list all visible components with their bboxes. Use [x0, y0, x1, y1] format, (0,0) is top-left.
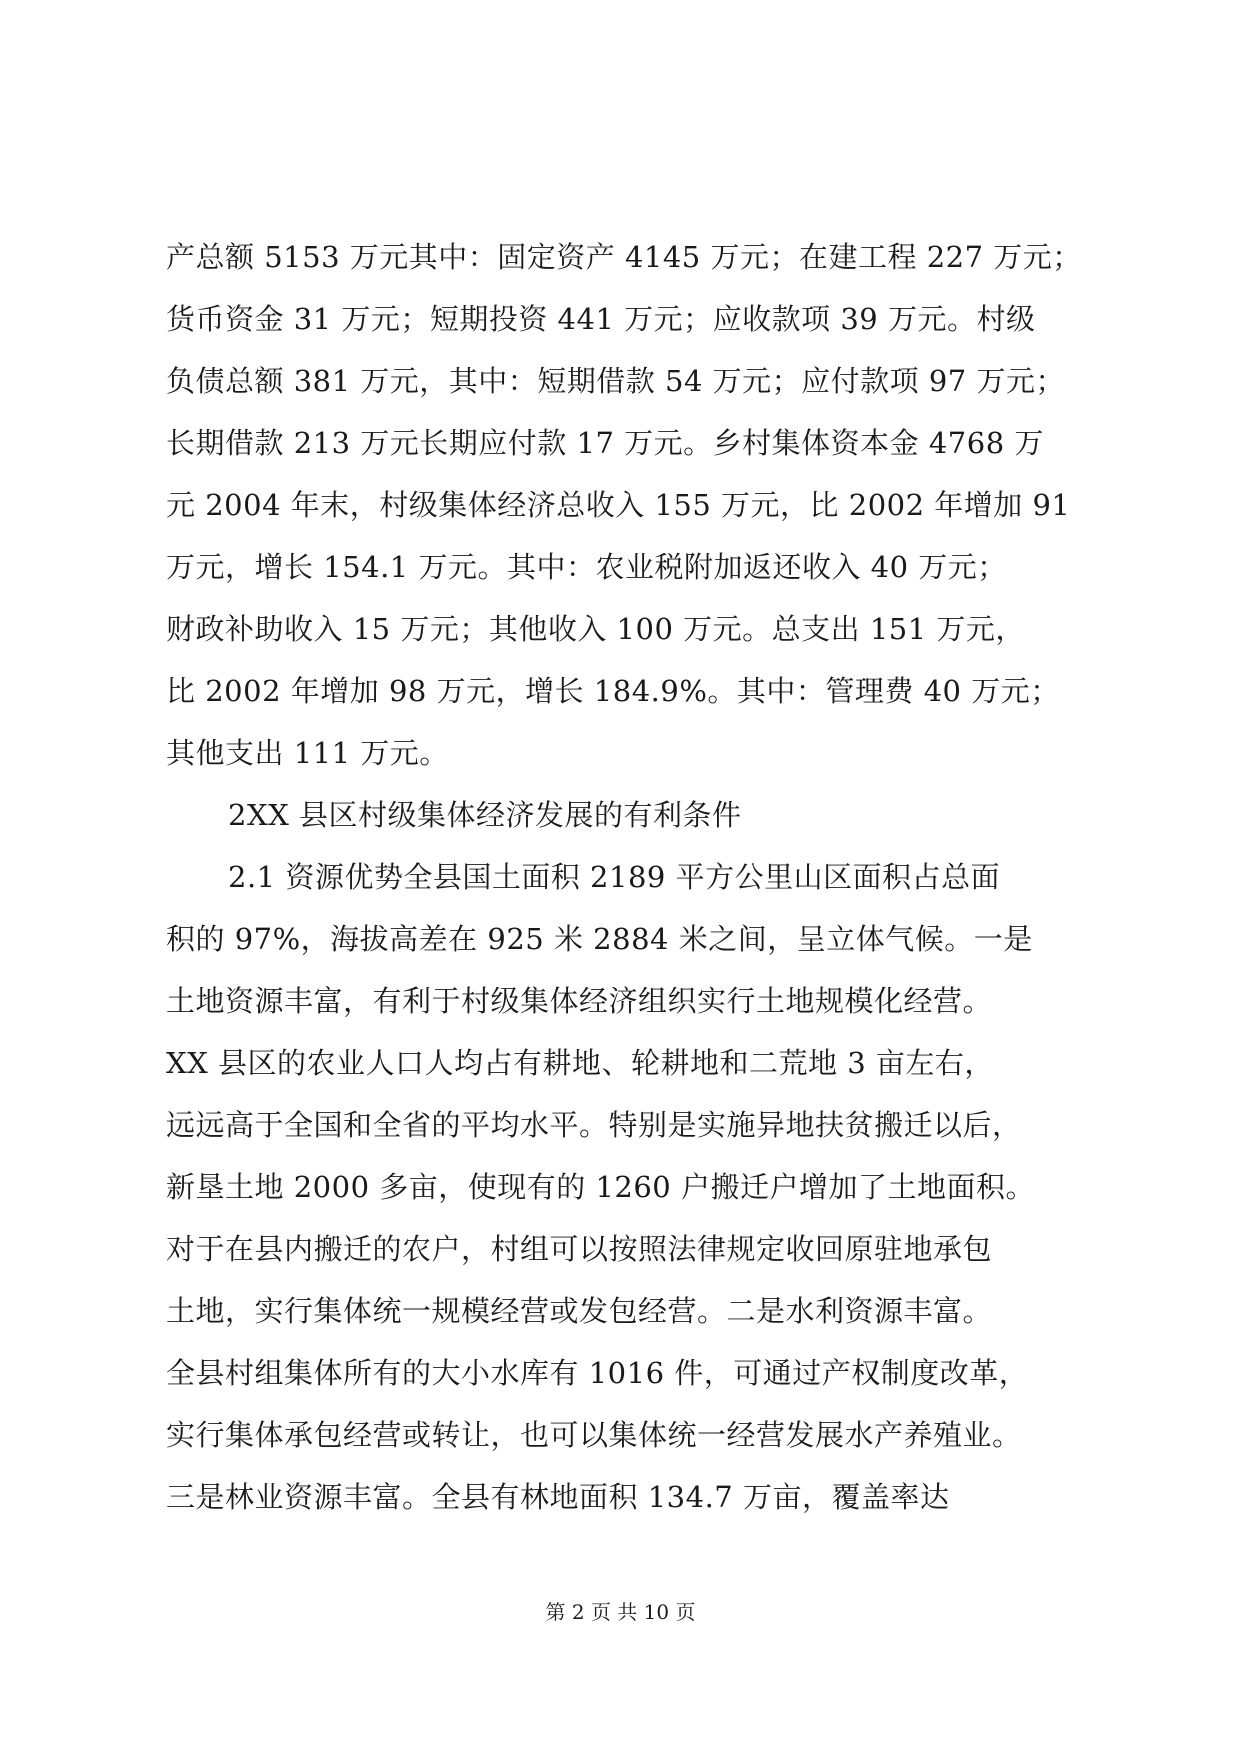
body-line: 新垦土地 2000 多亩，使现有的 1260 户搬迁户增加了土地面积。 [166, 1170, 1035, 1204]
page-number: 第 2 页 共 10 页 [545, 1600, 696, 1624]
body-line: 负债总额 381 万元，其中：短期借款 54 万元；应付款项 97 万元； [166, 364, 1065, 398]
body-line: 货币资金 31 万元；短期投资 441 万元；应收款项 39 万元。村级 [166, 302, 1036, 336]
body-line: 产总额 5153 万元其中：固定资产 4145 万元；在建工程 227 万元； [166, 240, 1082, 274]
body-line: 其他支出 111 万元。 [166, 736, 449, 770]
body-line: 比 2002 年增加 98 万元，增长 184.9%。其中：管理费 40 万元； [166, 674, 1060, 708]
body-line: 三是林业资源丰富。全县有林地面积 134.7 万亩，覆盖率达 [166, 1480, 950, 1514]
body-line: XX 县区的农业人口人均占有耕地、轮耕地和二荒地 3 亩左右， [166, 1046, 994, 1080]
body-line: 土地，实行集体统一规模经营或发包经营。二是水利资源丰富。 [166, 1294, 993, 1328]
body-line: 万元，增长 154.1 万元。其中：农业税附加返还收入 40 万元； [166, 550, 1007, 584]
body-line: 财政补助收入 15 万元；其他收入 100 万元。总支出 151 万元， [166, 612, 1025, 646]
body-line: 全县村组集体所有的大小水库有 1016 件，可通过产权制度改革， [166, 1356, 1029, 1390]
body-line: 2.1 资源优势全县国土面积 2189 平方公里山区面积占总面 [228, 860, 1001, 894]
body-line: 土地资源丰富，有利于村级集体经济组织实行土地规模化经营。 [166, 984, 993, 1018]
body-line: 实行集体承包经营或转让，也可以集体统一经营发展水产养殖业。 [166, 1418, 1022, 1452]
body-line: 积的 97%，海拔高差在 925 米 2884 米之间，呈立体气候。一是 [166, 922, 1033, 956]
body-line: 元 2004 年末，村级集体经济总收入 155 万元，比 2002 年增加 91 [166, 488, 1071, 522]
body-line: 对于在县内搬迁的农户，村组可以按照法律规定收回原驻地承包 [166, 1232, 993, 1266]
body-line: 远远高于全国和全省的平均水平。特别是实施异地扶贫搬迁以后， [166, 1108, 1022, 1142]
body-line: 长期借款 213 万元长期应付款 17 万元。乡村集体资本金 4768 万 [166, 426, 1044, 460]
section-heading: 2XX 县区村级集体经济发展的有利条件 [228, 798, 742, 832]
